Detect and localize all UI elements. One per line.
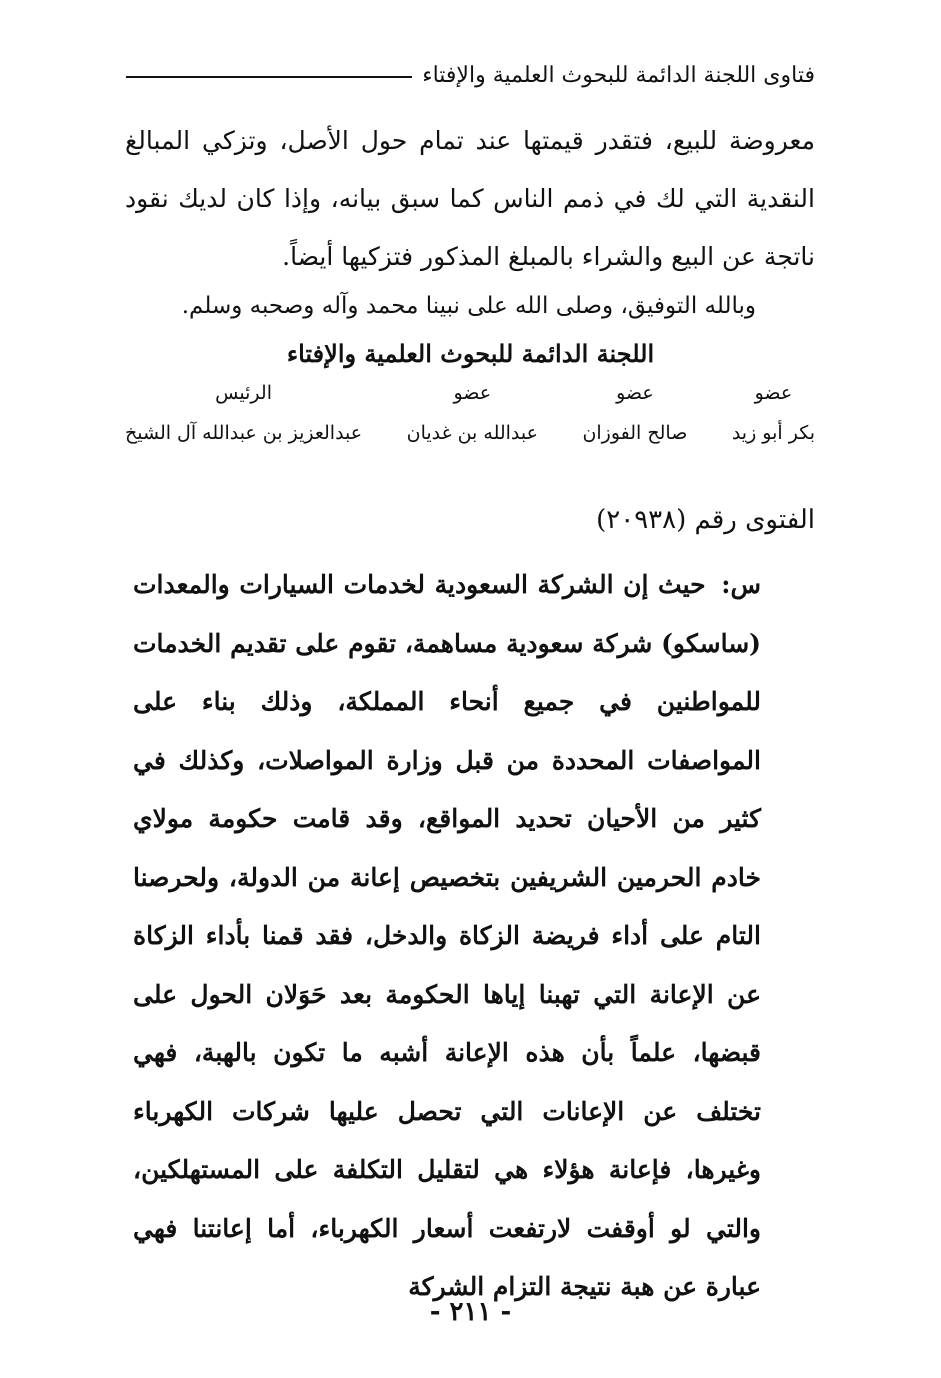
fatwa-number-heading: الفتوى رقم (٢٠٩٣٨) [596,505,815,535]
signature-member-1 [732,380,815,448]
signature-role: عضو [754,382,793,404]
signature-name: بكر أبو زيد [731,422,815,444]
running-head-title: فتاوى اللجنة الدائمة للبحوث العلمية والإفتاء [422,62,815,88]
closing-line: وبالله التوفيق، وصلى الله على نبينا محمد وآله وصحبه وسلم. [181,293,756,319]
committee-title: اللجنة الدائمة للبحوث العلمية والإفتاء [286,339,655,368]
signature-name: عبدالعزيز بن عبدالله آل الشيخ [125,422,363,444]
running-head-rule [126,76,412,78]
question-text: حيث إن الشركة السعودية لخدمات السيارات والمعدات (ساسكو) شركة سعودية مساهمة، تقوم على تقديم الخدمات للمواطنين في جميع أنحاء المملكة، وذلك بناء على المواصفات المحددة من قبل وزارة المواصلات، وكذلك في كثير من الأحيان تحديد المواقع، وقد قامت حكومة مولاي خادم الحرمين الشريفين بتخصيص إعانة من الدولة، ولحرصنا التام على أداء فريضة الزكاة والدخل، فقد قمنا بأداء الزكاة عن الإعانة التي تهبنا إياها الحكومة بعد حَوَلان الحول على قبضها، علماً بأن هذه الإعانة أشبه ما تكون بالهبة، فهي تختلف عن الإعانات التي تحصل عليها شركات الكهرباء وغيرها، فإعانة هؤلاء هي لتقليل التكلفة على المستهلكين، والتي لو أوقفت لارتفعت أسعار الكهرباء، أما إعانتنا فهي عبارة عن هبة نتيجة التزام الشركة [133,570,761,1301]
signature-role: عضو [453,382,492,404]
question-marker: س: [721,570,761,599]
signature-role: الرئيس [215,382,272,404]
signature-member-2 [582,380,687,448]
previous-answer-paragraph: معروضة للبيع، فتقدر قيمتها عند تمام حول الأصل، وتزكي المبالغ النقدية التي لك في ذمم الناس كما سبق بيانه، وإذا كان لديك نقود ناتجة عن البيع والشراء بالمبلغ المذكور فتزكيها أيضاً. [125,126,815,271]
signature-role: عضو [616,382,654,404]
running-head [126,58,815,92]
signatures-table [125,380,815,448]
signature-name: عبدالله بن غديان [406,422,538,444]
question-paragraph [133,556,761,1317]
signature-name: صالح الفوزان [582,422,688,444]
page-number: - ٢١١ - [429,1297,512,1327]
signature-member-3 [407,380,538,448]
signature-chairman [125,380,362,448]
